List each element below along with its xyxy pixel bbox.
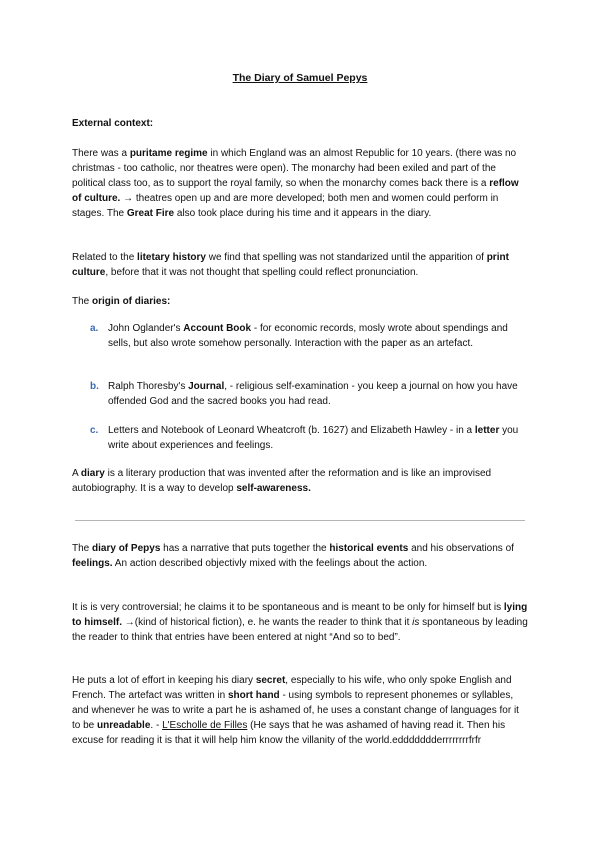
list-marker: c. (90, 425, 99, 436)
list-item-letters: c. Letters and Notebook of Leonard Wheatcroft (b. 1627) and Elizabeth Hawley - in a letter you write about experiences and feelings. (90, 425, 519, 451)
list-item-journal: b. Ralph Thoresby's Journal, - religious self-examination - you keep a journal on how you have offended God and the sacred books you had read. (90, 381, 518, 407)
origin-heading: The origin of diaries: (72, 296, 171, 307)
list-marker: b. (90, 381, 99, 392)
book-title-link: L'Escholle de Filles (162, 720, 248, 731)
external-context-heading: External context: (72, 118, 154, 129)
list-marker: a. (90, 323, 99, 334)
list-item-account-book: a. John Oglander's Account Book - for economic records, mosly wrote about spendings and sells, but also wrote somehow personally. Interaction with the paper as an artefact. (90, 323, 508, 349)
document-title: The Diary of Samuel Pepys (232, 72, 368, 84)
paragraph-secret: He puts a lot of effort in keeping his diary secret, especially to his wife, who only spoke English and French. The artefact was written in short hand - using symbols to represent phonemes or syllables, and whenever he was to write a part he is ashamed of, he uses a constant change of languages for it to be unreadable. - L'Escholle de Filles (He says that he was ashamed of having read it. Then his excuse for reading it is that it will help him know the villanity of the world.eddddddderrrrrrrrfrfr (72, 675, 519, 746)
paragraph-controversial: It is is very controversial; he claims it to be spontaneous and is meant to be only for himself but is lying to himself. →(kind of historical fiction), e. he wants the reader to think that it is spontaneous by leading the reader to think that entries have been entered at night “And so to bed”. (72, 602, 528, 643)
paragraph-literary-history: Related to the litetary history we find that spelling was not standarized until the apparition of print culture, before that it was not thought that spelling could reflect pronunciation. (72, 252, 509, 278)
paragraph-diary-of-pepys: The diary of Pepys has a narrative that puts together the historical events and his observations of feelings. An action described objectivly mixed with the feelings about the action. (72, 543, 514, 569)
paragraph-puritan-regime: There was a puritame regime in which England was an almost Republic for 10 years. (there was no christmas - too catholic, nor theatres were open). The monarchy had been exiled and part of the political class too, as to support the royal family, so when the monarchy comes back there is a reflow of culture. → theatres open up and are more developed; both men and women could perform in stages. The Great Fire also took place during his time and it appears in the diary. (72, 148, 519, 219)
horizontal-divider (75, 520, 525, 521)
paragraph-diary-definition: A diary is a literary production that was invented after the reformation and is like an improvised autobiography. It is a way to develop self-awareness. (72, 468, 492, 494)
